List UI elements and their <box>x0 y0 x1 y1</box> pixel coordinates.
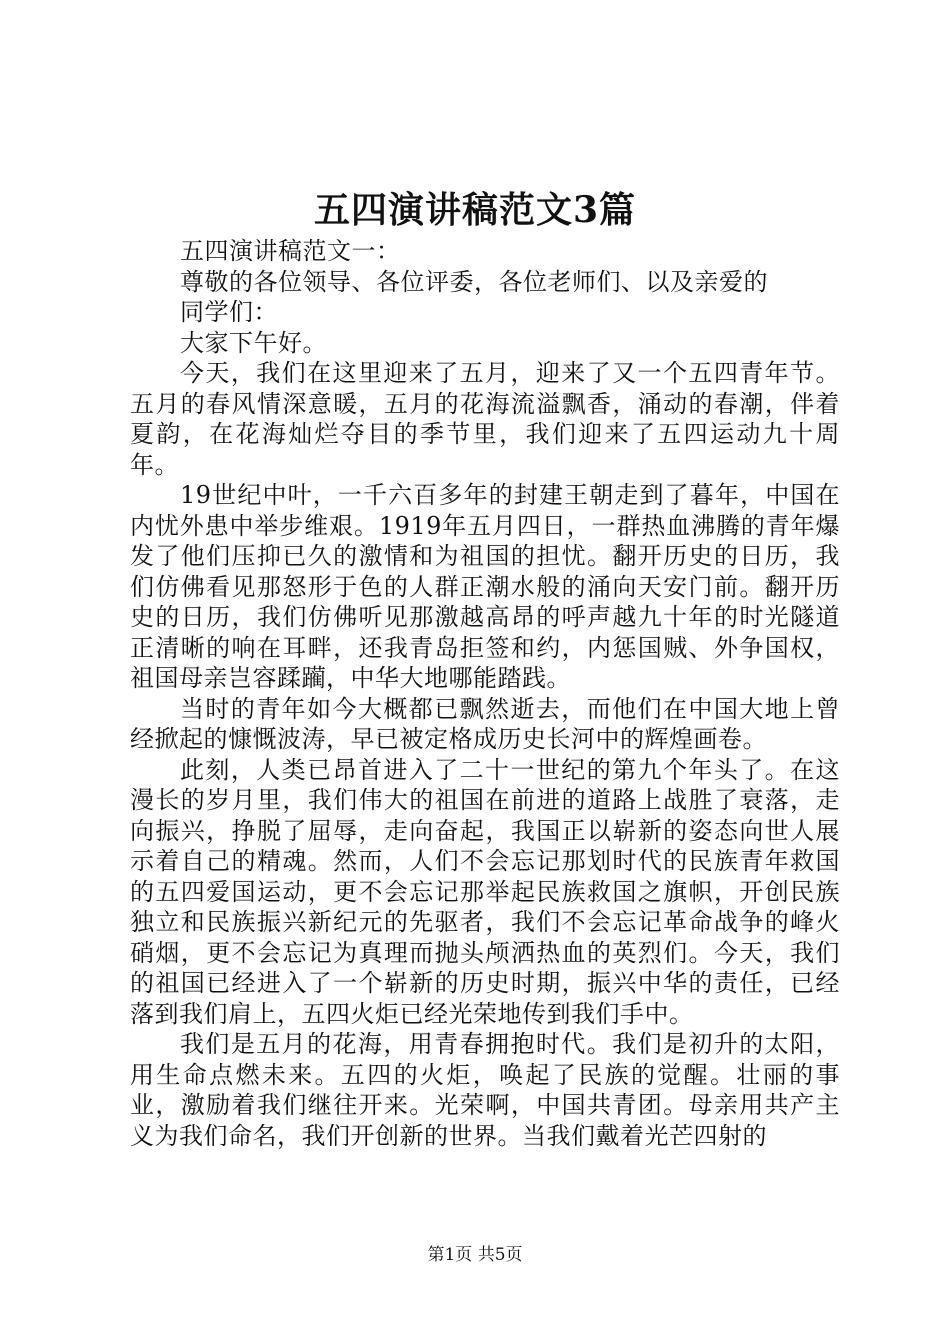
paragraph-salutation: 尊敬的各位领导、各位评委，各位老师们、以及亲爱的 <box>180 267 768 296</box>
page-number-footer: 第1页 共5页 <box>427 1245 523 1265</box>
paragraph: 我们是五月的花海，用青春拥抱时代。我们是初升的太阳，用生命点燃未来。五四的火炬，唤起了民族的觉醒。壮丽的事业，激励着我们继往开来。光荣啊，中国共青团。母亲用共产主义为我们命名，我们开创新的世界。当我们戴着光芒四射的 <box>130 1030 840 1150</box>
paragraph: 今天，我们在这里迎来了五月，迎来了又一个五四青年节。五月的春风情深意暖，五月的花海流溢飘香，涌动的春潮，伴着夏韵，在花海灿烂夺目的季节里，我们迎来了五四运动九十周年。 <box>130 359 840 479</box>
paragraph: 此刻，人类已昂首进入了二十一世纪的第九个年头了。在这漫长的岁月里，我们伟大的祖国在前进的道路上战胜了衰落，走向振兴，挣脱了屈辱，走向奋起，我国正以崭新的姿态向世人展示着自己的精魂。然而，人们不会忘记那划时代的民族青年救国的五四爱国运动，更不会忘记那举起民族救国之旗帜，开创民族独立和民族振兴新纪元的先驱者，我们不会忘记革命战争的峰火硝烟，更不会忘记为真理而抛头颅洒热血的英烈们。今天，我们的祖国已经进入了一个崭新的历史时期，振兴中华的责任，已经落到我们肩上，五四火炬已经光荣地传到我们手中。 <box>130 755 840 1028</box>
document-body <box>130 236 840 1151</box>
paragraph: 19世纪中叶，一千六百多年的封建王朝走到了暮年，中国在内忧外患中举步维艰。1919年五月四日，一群热血沸腾的青年爆发了他们压抑已久的激情和为祖国的担忧。翻开历史的日历，我们仿佛看见那怒形于色的人群正潮水般的涌向天安门前。翻开历史的日历，我们仿佛听见那激越高昂的呼声越九十年的时光隧道正清晰的响在耳畔，还我青岛拒签和约，内惩国贼、外争国权，祖国母亲岂容蹂躏，中华大地哪能踏践。 <box>130 481 840 692</box>
paragraph-heading: 五四演讲稿范文一： <box>180 237 401 265</box>
document-title: 五四演讲稿范文3篇 <box>313 189 637 231</box>
paragraph-greeting: 大家下午好。 <box>180 328 327 357</box>
paragraph: 当时的青年如今大概都已飘然逝去，而他们在中国大地上曾经掀起的慷慨波涛，早已被定格成历史长河中的辉煌画卷。 <box>130 694 840 753</box>
paragraph-salutation-cont: 同学们： <box>180 298 278 326</box>
